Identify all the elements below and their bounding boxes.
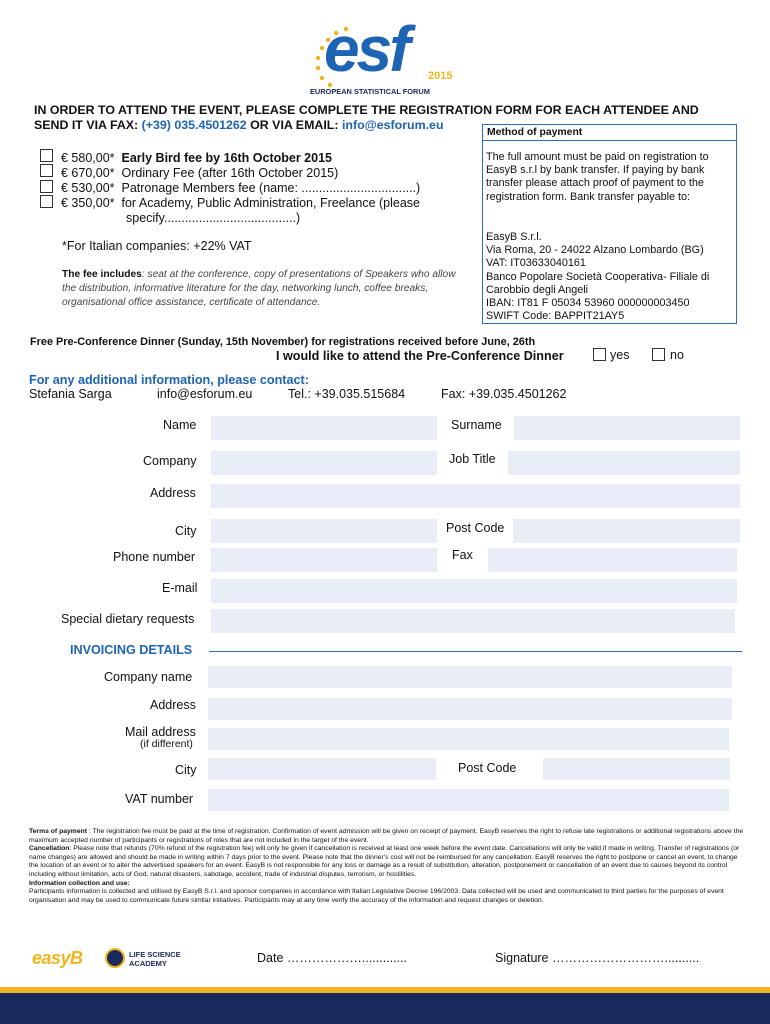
fee-label: for Academy, Public Administration, Freelance (please [121, 196, 421, 210]
dinner-no-label: no [670, 348, 684, 362]
phone-label: Phone number [113, 550, 196, 564]
header-line1: IN ORDER TO ATTEND THE EVENT, PLEASE COMPLETE THE REGISTRATION FORM FOR EACH ATTENDEE AND [34, 103, 699, 117]
fee-label: Early Bird fee by 16th October 2015 [121, 151, 332, 165]
fee-amount: € 580,00* [61, 151, 115, 165]
dinner-line1: Free Pre-Conference Dinner (Sunday, 15th November) for registrations received before June, 26th [30, 336, 536, 348]
payment-line: EasyB S.r.l. [486, 231, 542, 243]
invoice-address-label: Address [150, 698, 196, 712]
fee-row-early [61, 151, 332, 165]
fee-label: Ordinary Fee (after 16th October 2015) [121, 166, 339, 180]
payment-para: The full amount must be paid on registration to EasyB s.r.l by bank transfer. If paying by bank transfer please attach proof of payment to the registration form. Bank transfer payable to: [486, 151, 709, 203]
surname-field[interactable] [514, 416, 740, 440]
terms-info-bold: Information collection and use: [29, 879, 130, 887]
mail-address-label: Mail address [125, 725, 196, 739]
mail-address-field[interactable] [208, 728, 729, 750]
terms-info-heading [29, 880, 745, 889]
payment-line: Carobbio degli Angeli [486, 283, 589, 296]
terms-cancel-bold: Cancellation [29, 845, 70, 853]
terms-block [29, 828, 745, 905]
logo-subtitle: EUROPEAN STATISTICAL FORUM [310, 87, 430, 96]
contact-fax: Fax: +39.035.4501262 [441, 387, 567, 401]
payment-title: Method of payment [483, 125, 736, 141]
invoice-city-field[interactable] [208, 758, 436, 780]
dinner-yes-checkbox[interactable] [593, 348, 606, 361]
fee-row-academy-2: specify......................................) [126, 211, 301, 225]
terms-info-text: Participants information is collected and utilised by EasyB S.r.l. and sponsor companies in accordance with Italian Legislative Decree 196/2003. Data collected will be used and communicated to third parties for the purposes of event organisation and may be used to communicate future similar initiatives. Participants may at any time verify the accuracy of the information and request changes or deletion. [29, 888, 724, 904]
invoice-city-label: City [175, 763, 197, 777]
fax-label: Fax [452, 548, 473, 562]
fee-row-ordinary [61, 166, 338, 180]
email-label: E-mail [162, 581, 198, 595]
email-field[interactable] [211, 579, 737, 603]
date-line[interactable]: Date ………………............. [257, 951, 408, 965]
fax-field[interactable] [488, 548, 737, 572]
includes-bold: The fee includes [62, 269, 142, 280]
job-title-label: Job Title [449, 452, 496, 466]
footer-navy-band [0, 993, 770, 1024]
payment-box [482, 124, 737, 324]
fee-checkbox-academy[interactable] [40, 195, 53, 208]
fee-checkbox-ordinary[interactable] [40, 164, 53, 177]
header-email[interactable]: info@esforum.eu [341, 118, 444, 132]
header-prefix: SEND IT VIA FAX: [34, 118, 142, 132]
job-title-field[interactable] [508, 451, 740, 475]
terms-cancel-text: : Please note that refunds (70% refund of the registration fee) will only be given if cancellation is received at least one week before the event date. Cancellations will only be valid if made in writing. Transfer of registrations (or name changes) are allowed and should be made in writing within 7 days prior to the event. Please note that the dinner's cost will not be reimbursed for any cancellation. EasyB reserves the right to postpone or cancel an event, to change the location of an event or to alter the advertised speakers for an event. EasyB is not responsible for any loss or damage as a result of substitution, alteration, postponement or cancellation of an event due to causes beyond its control including without limitation, acts of God, natural disasters, sabotage, accident, trade of industrial disputes, terrorism, or hostilities. [29, 845, 740, 878]
company-label: Company [143, 454, 197, 468]
invoice-company-label: Company name [104, 670, 193, 684]
invoice-address-field[interactable] [208, 698, 732, 720]
easyb-logo: easyB [32, 948, 83, 968]
payment-line: VAT: IT03633040161 [486, 257, 586, 270]
header-fax: (+39) 035.4501262 [141, 118, 247, 132]
esf-logo [300, 13, 460, 98]
lsa-seal-icon [105, 948, 125, 968]
city-field[interactable] [211, 519, 437, 543]
logo-wordmark: esf [324, 13, 408, 85]
dietary-label: Special dietary requests [61, 612, 195, 626]
dietary-field[interactable] [211, 609, 735, 633]
mail-address-sublabel: (if different) [140, 738, 193, 750]
contact-tel: Tel.: +39.035.515684 [288, 387, 406, 401]
fee-amount: € 350,00* [61, 196, 115, 210]
fee-amount: € 670,00* [61, 166, 115, 180]
company-field[interactable] [211, 451, 437, 475]
fee-row-patronage [61, 181, 420, 195]
payment-line: IBAN: IT81 F 05034 53960 000000003450 [486, 297, 690, 310]
fee-amount: € 530,00* [61, 181, 115, 195]
fee-label: Patronage Members fee (name: .................................) [121, 181, 421, 195]
signature-line[interactable]: Signature ……………………….......... [495, 951, 700, 965]
vat-note: *For Italian companies: +22% VAT [62, 239, 252, 253]
dinner-no-checkbox[interactable] [652, 348, 665, 361]
terms-cancellation [29, 845, 745, 879]
lsa-logo-text [129, 951, 181, 968]
header-line2 [34, 118, 444, 132]
fee-includes [62, 268, 470, 309]
fee-checkbox-patronage[interactable] [40, 180, 53, 193]
dinner-line2: I would like to attend the Pre-Conference Dinner [276, 349, 564, 363]
invoice-post-code-field[interactable] [543, 758, 730, 780]
terms-payment-text: : The registration fee must be paid at the time of registration. Confirmation of event admission will be given on receipt of payment. EasyB reserves the right to refuse late registrations or additional registrations above the maximum accepted number of participants or registrations of roles that are not included in the target of the event. [29, 828, 744, 844]
name-label: Name [163, 418, 197, 432]
invoicing-divider [209, 651, 742, 652]
lsa-line2: ACADEMY [129, 958, 167, 968]
address-label: Address [150, 486, 196, 500]
contact-heading: For any additional information, please contact: [29, 373, 309, 387]
payment-line: Via Roma, 20 - 24022 Alzano Lombardo (BG) [486, 244, 704, 257]
invoice-post-code-label: Post Code [458, 761, 517, 775]
terms-payment [29, 828, 745, 845]
name-field[interactable] [211, 416, 437, 440]
post-code-label: Post Code [446, 521, 505, 535]
lsa-line1: LIFE SCIENCE [129, 950, 181, 959]
invoice-company-field[interactable] [208, 666, 732, 688]
vat-number-label: VAT number [125, 792, 194, 806]
dinner-yes-label: yes [610, 348, 630, 362]
city-label: City [175, 524, 197, 538]
post-code-field[interactable] [513, 519, 740, 543]
terms-payment-bold: Terms of payment [29, 828, 88, 835]
payment-line: SWIFT Code: BAPPIT21AY5 [486, 310, 625, 323]
header-mid: OR VIA EMAIL: [246, 118, 342, 132]
includes-text: : seat at the conference, copy of presentations of Speakers who allow the distribution, informative literature for the day, networking lunch, coffee breaks, organisational office assistance, certificate of attendance. [62, 269, 456, 308]
payment-line: Banco Popolare Società Cooperativa- Filiale di [486, 270, 710, 283]
fee-row-academy [61, 196, 420, 210]
invoicing-heading: INVOICING DETAILS [70, 643, 193, 657]
contact-name: Stefania Sarga [29, 387, 112, 401]
logo-year: 2015 [428, 70, 453, 82]
surname-label: Surname [451, 418, 502, 432]
contact-email[interactable]: info@esforum.eu [157, 387, 253, 401]
fee-checkbox-early[interactable] [40, 149, 53, 162]
address-field[interactable] [211, 484, 740, 508]
payment-lines [486, 231, 736, 323]
vat-number-field[interactable] [208, 789, 729, 811]
phone-field[interactable] [211, 548, 437, 572]
